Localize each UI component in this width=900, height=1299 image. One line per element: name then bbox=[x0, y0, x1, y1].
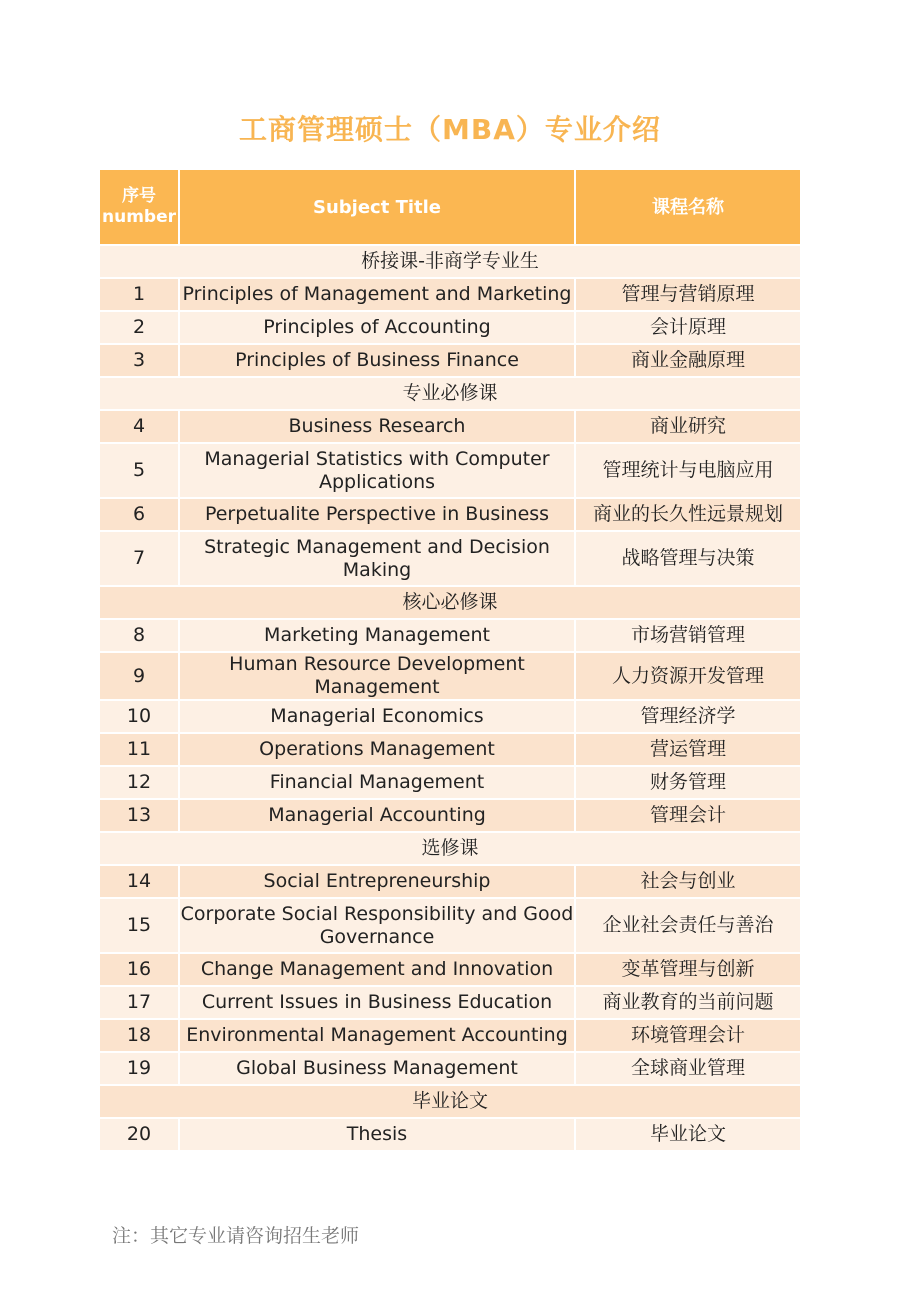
cell-subject-title: Financial Management bbox=[180, 767, 576, 800]
cell-course-name: 战略管理与决策 bbox=[576, 532, 800, 587]
cell-number: 4 bbox=[100, 411, 180, 444]
header-row bbox=[100, 170, 800, 246]
cell-course-name: 环境管理会计 bbox=[576, 1020, 800, 1053]
table-row bbox=[100, 899, 800, 954]
cell-course-name: 管理经济学 bbox=[576, 701, 800, 734]
header-subject-title: Subject Title bbox=[180, 170, 576, 246]
cell-subject-title: Environmental Management Accounting bbox=[180, 1020, 576, 1053]
cell-number: 19 bbox=[100, 1053, 180, 1086]
cell-course-name: 管理会计 bbox=[576, 800, 800, 833]
header-number-cn: 序号 bbox=[122, 186, 156, 206]
cell-number: 14 bbox=[100, 866, 180, 899]
cell-number: 7 bbox=[100, 532, 180, 587]
table-row bbox=[100, 954, 800, 987]
category-row bbox=[100, 378, 800, 411]
cell-number: 20 bbox=[100, 1119, 180, 1152]
category-row bbox=[100, 1086, 800, 1119]
table-row bbox=[100, 653, 800, 701]
category-row bbox=[100, 833, 800, 866]
cell-number: 10 bbox=[100, 701, 180, 734]
cell-number: 11 bbox=[100, 734, 180, 767]
cell-number: 9 bbox=[100, 653, 180, 701]
table-row bbox=[100, 499, 800, 532]
cell-number: 1 bbox=[100, 279, 180, 312]
cell-subject-title: Human Resource Development Management bbox=[180, 653, 576, 701]
cell-course-name: 管理与营销原理 bbox=[576, 279, 800, 312]
cell-subject-title: Perpetualite Perspective in Business bbox=[180, 499, 576, 532]
table-row bbox=[100, 1020, 800, 1053]
cell-subject-title: Strategic Management and Decision Making bbox=[180, 532, 576, 587]
cell-subject-title: Operations Management bbox=[180, 734, 576, 767]
table-row bbox=[100, 620, 800, 653]
cell-number: 5 bbox=[100, 444, 180, 499]
cell-course-name: 会计原理 bbox=[576, 312, 800, 345]
table-row bbox=[100, 701, 800, 734]
table-row bbox=[100, 767, 800, 800]
category-label: 专业必修课 bbox=[100, 378, 800, 411]
cell-number: 13 bbox=[100, 800, 180, 833]
cell-course-name: 商业的长久性远景规划 bbox=[576, 499, 800, 532]
cell-number: 15 bbox=[100, 899, 180, 954]
table-row bbox=[100, 345, 800, 378]
table-row bbox=[100, 987, 800, 1020]
cell-course-name: 商业金融原理 bbox=[576, 345, 800, 378]
cell-subject-title: Social Entrepreneurship bbox=[180, 866, 576, 899]
cell-course-name: 人力资源开发管理 bbox=[576, 653, 800, 701]
cell-number: 3 bbox=[100, 345, 180, 378]
page-title: 工商管理硕士（MBA）专业介绍 bbox=[239, 113, 661, 146]
cell-subject-title: Principles of Management and Marketing bbox=[180, 279, 576, 312]
cell-subject-title: Current Issues in Business Education bbox=[180, 987, 576, 1020]
table-row bbox=[100, 866, 800, 899]
cell-subject-title: Business Research bbox=[180, 411, 576, 444]
category-label: 选修课 bbox=[100, 833, 800, 866]
table-row bbox=[100, 800, 800, 833]
cell-subject-title: Managerial Accounting bbox=[180, 800, 576, 833]
table-header bbox=[100, 170, 800, 246]
table-row bbox=[100, 532, 800, 587]
cell-subject-title: Managerial Economics bbox=[180, 701, 576, 734]
cell-number: 16 bbox=[100, 954, 180, 987]
category-row bbox=[100, 587, 800, 620]
table-row bbox=[100, 411, 800, 444]
table-row bbox=[100, 734, 800, 767]
category-label: 核心必修课 bbox=[100, 587, 800, 620]
category-label: 毕业论文 bbox=[100, 1086, 800, 1119]
cell-course-name: 全球商业管理 bbox=[576, 1053, 800, 1086]
table-row bbox=[100, 312, 800, 345]
table-body bbox=[100, 246, 800, 1152]
category-row bbox=[100, 246, 800, 279]
cell-number: 6 bbox=[100, 499, 180, 532]
cell-subject-title: Thesis bbox=[180, 1119, 576, 1152]
cell-subject-title: Marketing Management bbox=[180, 620, 576, 653]
cell-subject-title: Change Management and Innovation bbox=[180, 954, 576, 987]
table-row bbox=[100, 1119, 800, 1152]
cell-course-name: 社会与创业 bbox=[576, 866, 800, 899]
cell-number: 12 bbox=[100, 767, 180, 800]
cell-subject-title: Principles of Accounting bbox=[180, 312, 576, 345]
header-number-en: number bbox=[101, 207, 176, 227]
course-table bbox=[100, 170, 800, 1152]
footnote: 注：其它专业请咨询招生老师 bbox=[112, 1225, 360, 1247]
cell-number: 8 bbox=[100, 620, 180, 653]
cell-subject-title: Global Business Management bbox=[180, 1053, 576, 1086]
table-row bbox=[100, 279, 800, 312]
category-label: 桥接课-非商学专业生 bbox=[100, 246, 800, 279]
table-row bbox=[100, 444, 800, 499]
cell-subject-title: Principles of Business Finance bbox=[180, 345, 576, 378]
header-course-name: 课程名称 bbox=[576, 170, 800, 246]
cell-course-name: 商业教育的当前问题 bbox=[576, 987, 800, 1020]
cell-number: 17 bbox=[100, 987, 180, 1020]
cell-course-name: 变革管理与创新 bbox=[576, 954, 800, 987]
cell-course-name: 企业社会责任与善治 bbox=[576, 899, 800, 954]
cell-course-name: 管理统计与电脑应用 bbox=[576, 444, 800, 499]
cell-course-name: 毕业论文 bbox=[576, 1119, 800, 1152]
cell-number: 2 bbox=[100, 312, 180, 345]
cell-course-name: 市场营销管理 bbox=[576, 620, 800, 653]
cell-course-name: 商业研究 bbox=[576, 411, 800, 444]
header-number bbox=[100, 170, 180, 246]
cell-number: 18 bbox=[100, 1020, 180, 1053]
cell-subject-title: Managerial Statistics with Computer Applications bbox=[180, 444, 576, 499]
cell-course-name: 财务管理 bbox=[576, 767, 800, 800]
cell-course-name: 营运管理 bbox=[576, 734, 800, 767]
table-row bbox=[100, 1053, 800, 1086]
cell-subject-title: Corporate Social Responsibility and Good Governance bbox=[180, 899, 576, 954]
